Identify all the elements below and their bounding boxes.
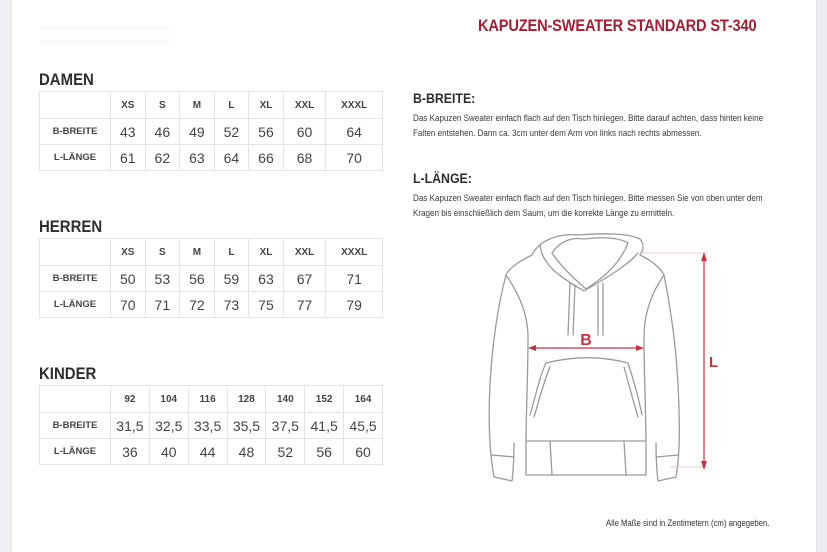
table-header-row	[40, 239, 383, 266]
size-table-kinder	[39, 385, 383, 465]
measurement-cell: 72	[180, 292, 215, 318]
section-title-kinder: KINDER	[39, 364, 97, 383]
measurement-cell: 77	[283, 292, 326, 318]
measurement-cell: 32,5	[149, 413, 188, 439]
length-arrow	[701, 252, 718, 470]
width-arrow	[528, 332, 644, 351]
measurement-cell: 45,5	[344, 413, 383, 439]
table-row	[40, 119, 383, 145]
table-corner-cell	[40, 386, 111, 413]
measurement-cell: 63	[249, 266, 284, 292]
hoodie-diagram	[480, 225, 730, 487]
size-header: 92	[111, 386, 150, 413]
row-label: L-LÄNGE	[40, 292, 111, 318]
width-label: B	[580, 332, 592, 349]
measurement-cell: 68	[283, 145, 326, 171]
measurement-cell: 52	[266, 439, 305, 465]
size-header: XL	[249, 239, 284, 266]
size-table-herren	[39, 238, 383, 318]
table-header-row	[40, 386, 383, 413]
measurement-cell: 70	[326, 145, 383, 171]
table-corner-cell	[40, 239, 111, 266]
measurement-cell: 71	[145, 292, 180, 318]
size-header: 128	[227, 386, 266, 413]
row-label: B-BREITE	[40, 266, 111, 292]
measurement-cell: 35,5	[227, 413, 266, 439]
measurement-cell: 37,5	[266, 413, 305, 439]
breite-description: Das Kapuzen Sweater einfach flach auf den Tisch hinlegen. Bitte darauf achten, dass hinten keine Falten entstehen. Dann ca. 3cm unter dem Arm von links nach rechts abmessen.	[413, 112, 764, 138]
measurement-cell: 63	[180, 145, 215, 171]
measurement-cell: 41,5	[305, 413, 344, 439]
faded-logo-text	[40, 16, 170, 44]
size-header: L	[214, 92, 249, 119]
measurement-cell: 43	[111, 119, 146, 145]
measurement-cell: 56	[305, 439, 344, 465]
measurement-cell: 64	[326, 119, 383, 145]
measurement-cell: 44	[188, 439, 227, 465]
size-header: 152	[305, 386, 344, 413]
size-header: XXL	[283, 92, 326, 119]
size-header: XS	[111, 239, 146, 266]
size-header: 140	[266, 386, 305, 413]
measurement-cell: 59	[214, 266, 249, 292]
size-header: XXL	[283, 239, 326, 266]
table-row	[40, 439, 383, 465]
size-header: L	[214, 239, 249, 266]
left-edge-strip	[0, 0, 12, 552]
section-title-damen: DAMEN	[39, 70, 94, 89]
size-header: S	[145, 92, 180, 119]
measurement-cell: 48	[227, 439, 266, 465]
units-footnote: Alle Maße sind in Zentimetern (cm) angegeben.	[606, 518, 770, 528]
measurement-cell: 50	[111, 266, 146, 292]
measurement-cell: 60	[283, 119, 326, 145]
measurement-cell: 75	[249, 292, 284, 318]
measurement-cell: 56	[249, 119, 284, 145]
measurement-cell: 60	[344, 439, 383, 465]
row-label: L-LÄNGE	[40, 439, 111, 465]
table-row	[40, 292, 383, 318]
size-header: M	[180, 239, 215, 266]
laenge-heading: L-LÄNGE:	[413, 170, 472, 186]
size-header: 164	[344, 386, 383, 413]
size-header: M	[180, 92, 215, 119]
measurement-cell: 31,5	[111, 413, 150, 439]
measurement-cell: 40	[149, 439, 188, 465]
size-header: XL	[249, 92, 284, 119]
table-row	[40, 145, 383, 171]
measurement-cell: 66	[249, 145, 284, 171]
row-label: B-BREITE	[40, 119, 111, 145]
row-label: L-LÄNGE	[40, 145, 111, 171]
measurement-cell: 62	[145, 145, 180, 171]
measurement-cell: 49	[180, 119, 215, 145]
measurement-cell: 71	[326, 266, 383, 292]
size-header: XXXL	[326, 239, 383, 266]
page-title: KAPUZEN-SWEATER STANDARD ST-340	[478, 16, 757, 35]
measurement-cell: 64	[214, 145, 249, 171]
size-header: XS	[111, 92, 146, 119]
measurement-cell: 70	[111, 292, 146, 318]
table-row	[40, 413, 383, 439]
measurement-cell: 33,5	[188, 413, 227, 439]
right-scrollbar-strip	[816, 0, 827, 552]
section-title-herren: HERREN	[39, 217, 103, 236]
size-header: S	[145, 239, 180, 266]
measurement-cell: 46	[145, 119, 180, 145]
size-table-damen	[39, 91, 383, 171]
measurement-cell: 53	[145, 266, 180, 292]
row-label: B-BREITE	[40, 413, 111, 439]
measurement-cell: 36	[111, 439, 150, 465]
measurement-cell: 61	[111, 145, 146, 171]
measurement-cell: 67	[283, 266, 326, 292]
hoodie-outline	[489, 234, 679, 481]
measurement-cell: 56	[180, 266, 215, 292]
measurement-cell: 73	[214, 292, 249, 318]
length-label: L	[709, 354, 719, 371]
size-header: 116	[188, 386, 227, 413]
measurement-cell: 79	[326, 292, 383, 318]
table-header-row	[40, 92, 383, 119]
size-header: XXXL	[326, 92, 383, 119]
size-header: 104	[149, 386, 188, 413]
table-corner-cell	[40, 92, 111, 119]
laenge-description: Das Kapuzen Sweater einfach flach auf den Tisch hinlegen. Bitte messen Sie von oben unter dem Kragen bis einschließlich dem Saum, um die korrekte Länge zu ermitteln.	[413, 192, 763, 218]
breite-heading: B-BREITE:	[413, 90, 476, 106]
measurement-cell: 52	[214, 119, 249, 145]
table-row	[40, 266, 383, 292]
